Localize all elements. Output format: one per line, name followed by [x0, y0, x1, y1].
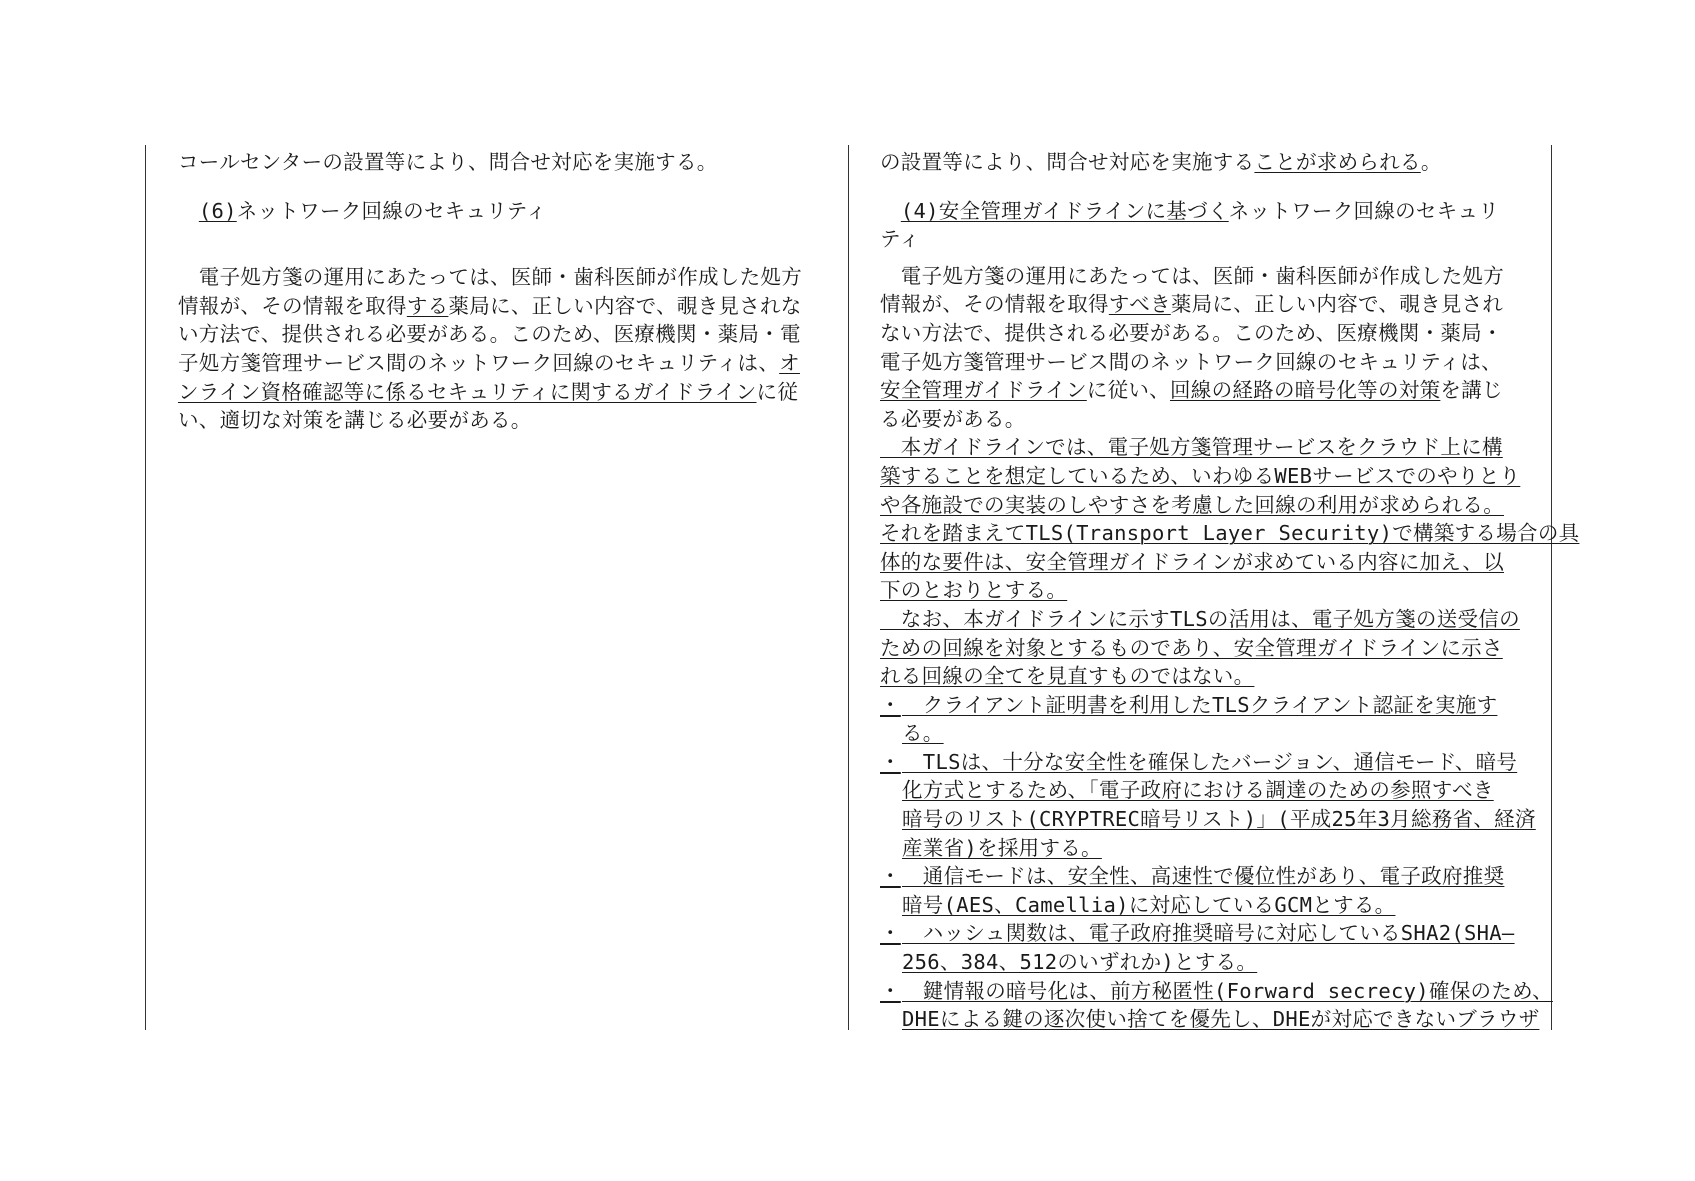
left-section-heading	[178, 197, 843, 226]
left-para-line-3: い方法で、提供される必要がある。このため、医療機関・薬局・電	[178, 322, 801, 347]
left-para-line-5a: ンライン資格確認等に係るセキュリティに関するガイドライン	[178, 379, 757, 404]
bullet-marker: ・	[880, 864, 901, 889]
right-heading-line-1	[880, 197, 1540, 226]
right-line-1	[880, 148, 1540, 177]
right-section-heading	[880, 197, 1540, 254]
right-p2-line-5: 体的な要件は、安全管理ガイドラインが求めている内容に加え、以	[880, 549, 1504, 574]
right-p2-line-6: 下のとおりとする。	[880, 578, 1068, 603]
left-para-line-4	[178, 349, 843, 378]
bullet-item	[880, 691, 1540, 748]
right-p1-line-5c: 回線の経路の暗号化等の対策	[1169, 378, 1441, 403]
left-para-line-2	[178, 292, 843, 321]
right-p1-line-2c: 薬局に、正しい内容で、覗き見され	[1170, 292, 1504, 317]
right-p1-line-2b: すべき	[1108, 292, 1171, 317]
right-p1-line-5	[880, 376, 1540, 405]
right-p1-line-4: 電子処方箋管理サービス間のネットワーク回線のセキュリティは、	[880, 349, 1502, 374]
bullet-marker: ・	[880, 978, 901, 1003]
right-paragraph-3	[880, 605, 1540, 691]
left-para-line-1: 電子処方箋の運用にあたっては、医師・歯科医師が作成した処方	[178, 265, 802, 290]
bullet-1-line-2: る。	[902, 721, 944, 746]
left-heading-text: ネットワーク回線のセキュリティ	[236, 198, 547, 223]
right-border-line	[1551, 145, 1552, 1030]
right-heading-underlined: (4)安全管理ガイドラインに基づく	[900, 198, 1229, 223]
right-p3-line-2: ための回線を対象とするものであり、安全管理ガイドラインに示さ	[880, 635, 1503, 660]
bullet-2-line-1: TLSは、十分な安全性を確保したバージョン、通信モード、暗号	[902, 749, 1518, 774]
right-p1-line-5b: に従い、	[1086, 378, 1170, 403]
right-line-1c: 。	[1420, 150, 1442, 174]
bullet-4-line-2: 256、384、512のいずれか)とする。	[902, 950, 1258, 975]
right-p1-line-6: る必要がある。	[880, 406, 1026, 431]
right-p3-line-1: なお、本ガイドラインに示すTLSの活用は、電子処方箋の送受信の	[880, 606, 1520, 631]
right-p1-line-3: ない方法で、提供される必要がある。このため、医療機関・薬局・	[880, 320, 1503, 345]
left-heading-number: (6)	[198, 198, 237, 223]
bullet-marker: ・	[880, 921, 901, 946]
bullet-2-line-4: 産業省)を採用する。	[902, 835, 1102, 860]
right-p1-line-1: 電子処方箋の運用にあたっては、医師・歯科医師が作成した処方	[880, 263, 1504, 288]
left-para-line-4a: 子処方箋管理サービス間のネットワーク回線のセキュリティは、	[178, 350, 780, 375]
right-heading-line-2: ティ	[880, 227, 920, 252]
left-column	[178, 148, 843, 435]
right-p2-line-1: 本ガイドラインでは、電子処方箋管理サービスをクラウド上に構	[880, 435, 1503, 460]
left-border-line	[145, 145, 146, 1030]
right-p2-line-3: や各施設での実装のしやすさを考慮した回線の利用が求められる。	[880, 492, 1504, 517]
bullet-5-line-2: DHEによる鍵の逐次使い捨てを優先し、DHEが対応できないブラウザ	[902, 1007, 1540, 1032]
left-para-line-2a: 情報が、その情報を取得	[178, 293, 407, 318]
right-line-1a: の設置等により、問合せ対応を実施する	[880, 150, 1255, 174]
left-line-1: コールセンターの設置等により、問合せ対応を実施する。	[178, 150, 718, 174]
left-para-line-4b: オ	[779, 350, 800, 375]
bullet-marker: ・	[880, 692, 901, 717]
right-p1-line-2	[880, 290, 1540, 319]
right-line-1b: ことが求められる	[1254, 150, 1421, 174]
right-paragraph-2	[880, 433, 1580, 605]
bullet-item	[880, 919, 1540, 976]
bullet-3-line-2: 暗号(AES、Camellia)に対応しているGCMとする。	[902, 892, 1396, 917]
right-p2-line-2: 築することを想定しているため、いわゆるWEBサービスでのやりとり	[880, 463, 1521, 488]
left-para-line-6: い、適切な対策を講じる必要がある。	[178, 408, 532, 433]
right-heading-text: ネットワーク回線のセキュリ	[1228, 198, 1500, 223]
right-column	[880, 148, 1580, 1034]
right-p3-line-3: れる回線の全てを見直すものではない。	[880, 664, 1255, 689]
bullet-5-line-1: 鍵情報の暗号化は、前方秘匿性(Forward secrecy)確保のため、	[902, 978, 1553, 1003]
right-p1-line-2a: 情報が、その情報を取得	[880, 292, 1109, 317]
right-paragraph-1	[880, 262, 1540, 434]
bullet-2-line-3: 暗号のリスト(CRYPTREC暗号リスト)」(平成25年3月総務省、経済	[902, 807, 1536, 832]
bullet-2-line-2: 化方式とするため、「電子政府における調達のための参照すべき	[902, 778, 1494, 803]
bullet-1-line-1: クライアント証明書を利用したTLSクライアント認証を実施す	[902, 692, 1498, 717]
right-p1-line-5d: を講じ	[1440, 378, 1503, 403]
left-para-line-5b: に従	[756, 379, 799, 404]
bullet-item	[880, 977, 1553, 1034]
bullet-4-line-1: ハッシュ関数は、電子政府推奨暗号に対応しているSHA2(SHA―	[902, 921, 1515, 946]
bullet-marker: ・	[880, 749, 901, 774]
right-p2-line-4: それを踏まえてTLS(Transport Layer Security)で構築する場合の具	[880, 521, 1580, 546]
bullet-item	[880, 862, 1540, 919]
left-paragraph	[178, 263, 843, 435]
bullet-item	[880, 748, 1540, 862]
left-para-line-2c: 薬局に、正しい内容で、覗き見されな	[448, 293, 802, 318]
right-p1-line-5a: 安全管理ガイドライン	[880, 378, 1087, 403]
column-divider-line	[848, 145, 849, 1030]
right-bullet-list	[880, 691, 1553, 1034]
bullet-3-line-1: 通信モードは、安全性、高速性で優位性があり、電子政府推奨	[902, 864, 1505, 889]
left-para-line-5	[178, 378, 843, 407]
left-para-line-2b: する	[406, 293, 449, 318]
